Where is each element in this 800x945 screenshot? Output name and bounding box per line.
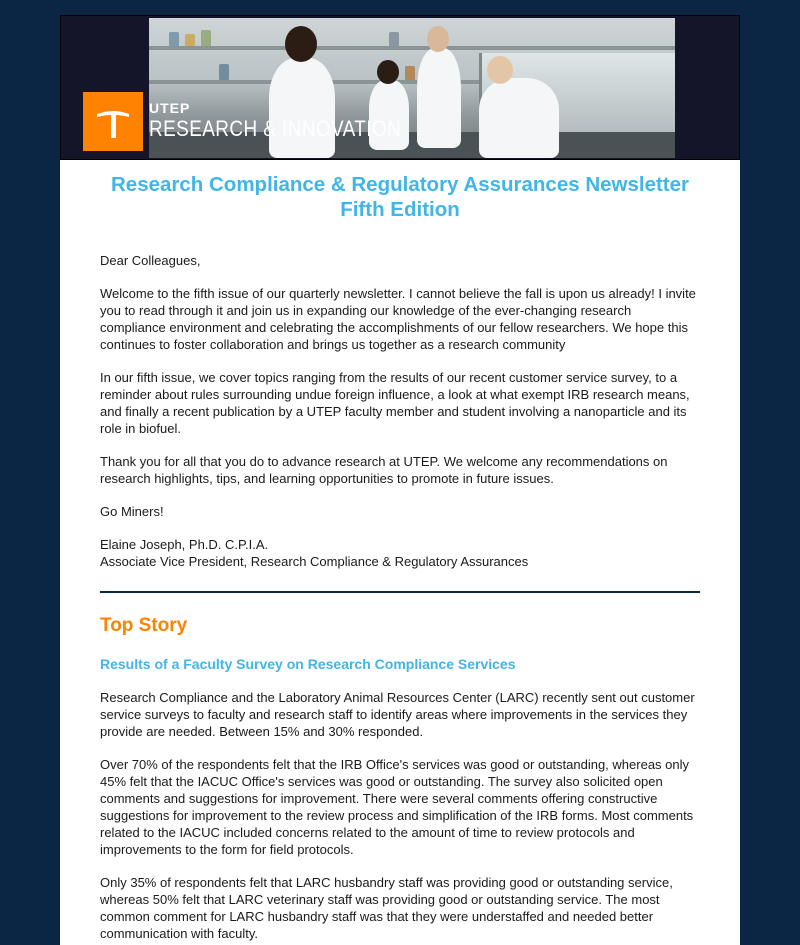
logo-research-innovation-text: RESEARCH & INNOVATION: [149, 116, 402, 141]
signer-title: Associate Vice President, Research Compliance & Regulatory Assurances: [100, 554, 529, 569]
newsletter-email: [60, 15, 740, 945]
letter-paragraph: Welcome to the fifth issue of our quarterly newsletter. I cannot believe the fall is upon us already! I invite you to read through it and join us in expanding our knowledge of the ever-changing research compliance environment and celebrating the accomplishments of our fellow researchers. We hope this continues to foster collaboration and brings us together as a research community: [100, 286, 696, 352]
story-paragraph: Over 70% of the respondents felt that the IRB Office's services was good or outstanding, whereas only 45% felt that the IACUC Office's services was good or outstanding. The survey also solicited open comments and suggestions for improvement. There were several comments offering constructive suggestions for improvement to the review process and simplification of the IRB forms. Most comments related to the IACUC included concerns related to the amount of time to review protocols and improvements to the form for field protocols.: [100, 757, 694, 857]
research-innovation-wordmark: [149, 100, 442, 142]
section-heading-top-story: Top Story: [100, 615, 188, 636]
signer-name: Elaine Joseph, Ph.D. C.P.I.A.: [100, 537, 269, 552]
newsletter-title: [60, 172, 740, 222]
story-paragraph: Only 35% of respondents felt that LARC husbandry staff was providing good or outstanding service, whereas 50% felt that LARC veterinary staff was providing good or outstanding service. The most common comment for LARC husbandry staff was that they were understaffed and needed better communication with faculty.: [100, 875, 673, 941]
letter-paragraph: In our fifth issue, we cover topics ranging from the results of our recent customer service survey, to a reminder about rules surrounding undue foreign influence, a look at what exempt IRB research means, and finally a recent publication by a UTEP faculty member and student involving a nanoparticle and its role in biofuel.: [100, 370, 690, 436]
newsletter-body: [60, 252, 740, 942]
signature-block: [100, 536, 700, 570]
newsletter-title-line2: Fifth Edition: [340, 198, 460, 221]
logo-utep-text: UTEP: [149, 100, 191, 116]
newsletter-title-line1: Research Compliance & Regulatory Assurances Newsletter: [110, 173, 689, 196]
header-banner: [60, 15, 740, 160]
letter-paragraph: Go Miners!: [100, 504, 164, 519]
utep-logo-icon: [83, 92, 143, 151]
letter-greeting: Dear Colleagues,: [100, 253, 201, 268]
section-divider: [100, 591, 700, 593]
letter-paragraph: Thank you for all that you do to advance research at UTEP. We welcome any recommendations on research highlights, tips, and learning opportunities to promote in future issues.: [100, 454, 668, 486]
story-headline: Results of a Faculty Survey on Research Compliance Services: [100, 656, 516, 672]
story-paragraph: Research Compliance and the Laboratory Animal Resources Center (LARC) recently sent out customer service surveys to faculty and research staff to identify areas where improvements in the services they provide are needed. Between 15% and 30% responded.: [100, 690, 695, 739]
